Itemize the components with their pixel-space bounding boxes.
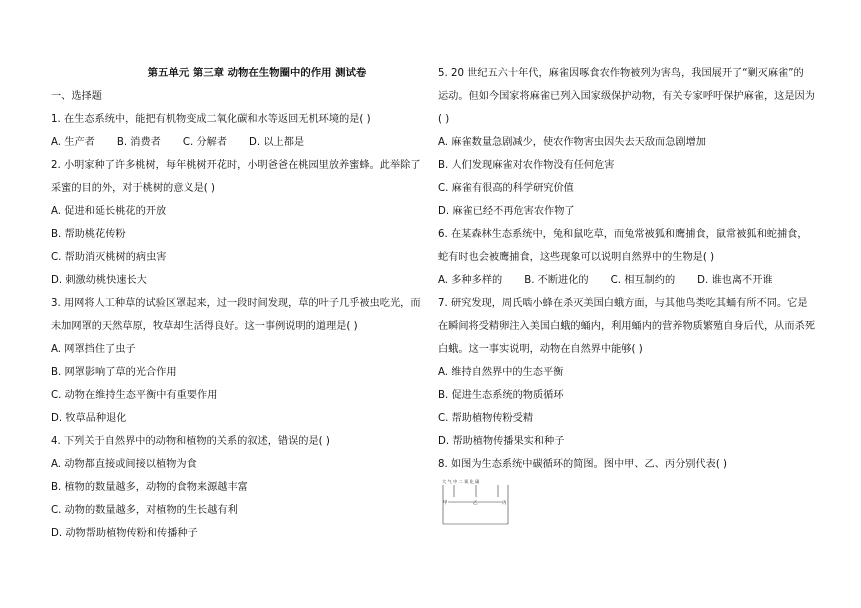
question-5-line-2: 运动。但如今国家将麻雀已列入国家级保护动物，有关专家呼吁保护麻雀，这是因为 bbox=[438, 91, 815, 102]
diagram-node-bing: 丙 bbox=[502, 501, 507, 506]
question-1-options bbox=[51, 131, 423, 154]
option-d: D. 谁也离不开谁 bbox=[697, 275, 773, 286]
option-c: C. 相互制约的 bbox=[610, 275, 676, 286]
question-7-line-1: 7. 研究发现，周氏啮小蜂在杀灭美国白蛾方面，与其他鸟类吃其蛹有所不同。它是 bbox=[438, 298, 808, 309]
diagram-top-label: 大 气 中 二 氧 化 碳 bbox=[442, 479, 480, 484]
option-c: C. 分解者 bbox=[182, 137, 228, 148]
diagram-node-yi: 乙 bbox=[473, 501, 478, 506]
option-b: B. 消费者 bbox=[116, 137, 161, 148]
carbon-cycle-diagram bbox=[440, 476, 510, 526]
option-c: C. 动物在维持生态平衡中有重要作用 bbox=[51, 390, 218, 401]
option-b: B. 植物的数量越多，动物的食物来源越丰富 bbox=[51, 482, 248, 493]
question-8: 8. 如图为生态系统中碳循环的简图。图中甲、乙、丙分别代表( ) bbox=[438, 459, 728, 470]
option-b: B. 不断进化的 bbox=[524, 275, 589, 286]
section-heading: 一、选择题 bbox=[51, 91, 102, 102]
question-2-line-1: 2. 小明家种了许多桃树，每年桃树开花时，小明爸爸在桃园里放养蜜蜂。此举除了 bbox=[51, 160, 421, 171]
option-d: D. 麻雀已经不再危害农作物了 bbox=[438, 206, 575, 217]
option-d: D. 帮助植物传播果实和种子 bbox=[438, 436, 565, 447]
option-b: B. 促进生态系统的物质循环 bbox=[438, 390, 564, 401]
option-b: B. 网罩影响了草的光合作用 bbox=[51, 367, 177, 378]
right-column bbox=[438, 62, 815, 476]
option-a: A. 促进和延长桃花的开放 bbox=[51, 206, 167, 217]
question-3-line-2: 未加网罩的天然草原，牧草却生活得良好。这一事例说明的道理是( ) bbox=[51, 321, 358, 332]
option-a: A. 维持自然界中的生态平衡 bbox=[438, 367, 564, 378]
option-d: D. 刺激幼桃快速长大 bbox=[51, 275, 147, 286]
question-5-line-1: 5. 20 世纪五六十年代，麻雀因啄食农作物被列为害鸟，我国展开了“剿灭麻雀”的 bbox=[438, 68, 804, 79]
option-c: C. 麻雀有很高的科学研究价值 bbox=[438, 183, 574, 194]
question-4: 4. 下列关于自然界中的动物和植物的关系的叙述，错误的是( ) bbox=[51, 436, 330, 447]
option-a: A. 生产者 bbox=[51, 137, 95, 148]
question-7-line-2: 在瞬间将受精卵注入美国白蛾的蛹内，利用蛹内的营养物质繁殖自身后代，从而杀死 bbox=[438, 321, 815, 332]
option-d: D. 牧草品种退化 bbox=[51, 413, 127, 424]
option-b: B. 人们发现麻雀对农作物没有任何危害 bbox=[438, 160, 615, 171]
option-b: B. 帮助桃花传粉 bbox=[51, 229, 126, 240]
question-5-line-3: ( ) bbox=[438, 114, 450, 125]
question-1: 1. 在生态系统中，能把有机物变成二氧化碳和水等返回无机环境的是( ) bbox=[51, 114, 371, 125]
diagram-node-jia: 甲 bbox=[443, 501, 448, 506]
option-d: D. 以上都是 bbox=[249, 137, 305, 148]
option-a: A. 网罩挡住了虫子 bbox=[51, 344, 136, 355]
option-a: A. 动物都直接或间接以植物为食 bbox=[51, 459, 197, 470]
question-6-line-2: 蛇有时也会被鹰捕食，这些现象可以说明自然界中的生物是( ) bbox=[438, 252, 715, 263]
question-2-line-2: 采蜜的目的外，对于桃树的意义是( ) bbox=[51, 183, 215, 194]
option-c: C. 动物的数量越多，对植物的生长越有利 bbox=[51, 505, 238, 516]
page-title: 第五单元 第三章 动物在生物圈中的作用 测试卷 bbox=[147, 67, 367, 79]
option-c: C. 帮助植物传粉受精 bbox=[438, 413, 534, 424]
left-column bbox=[51, 62, 423, 545]
option-c: C. 帮助消灭桃树的病虫害 bbox=[51, 252, 167, 263]
option-a: A. 多种多样的 bbox=[438, 275, 503, 286]
question-3-line-1: 3. 用网将人工种草的试验区罩起来，过一段时间发现，草的叶子几乎被虫吃光，而 bbox=[51, 298, 421, 309]
question-7-line-3: 白蛾。这一事实说明，动物在自然界中能够( ) bbox=[438, 344, 643, 355]
option-a: A. 麻雀数量急剧减少，使农作物害虫因失去天敌而急剧增加 bbox=[438, 137, 706, 148]
option-d: D. 动物帮助植物传粉和传播种子 bbox=[51, 528, 198, 539]
question-6-line-1: 6. 在某森林生态系统中，兔和鼠吃草，而兔常被狐和鹰捕食，鼠常被狐和蛇捕食， bbox=[438, 229, 808, 240]
question-6-options bbox=[438, 269, 810, 292]
